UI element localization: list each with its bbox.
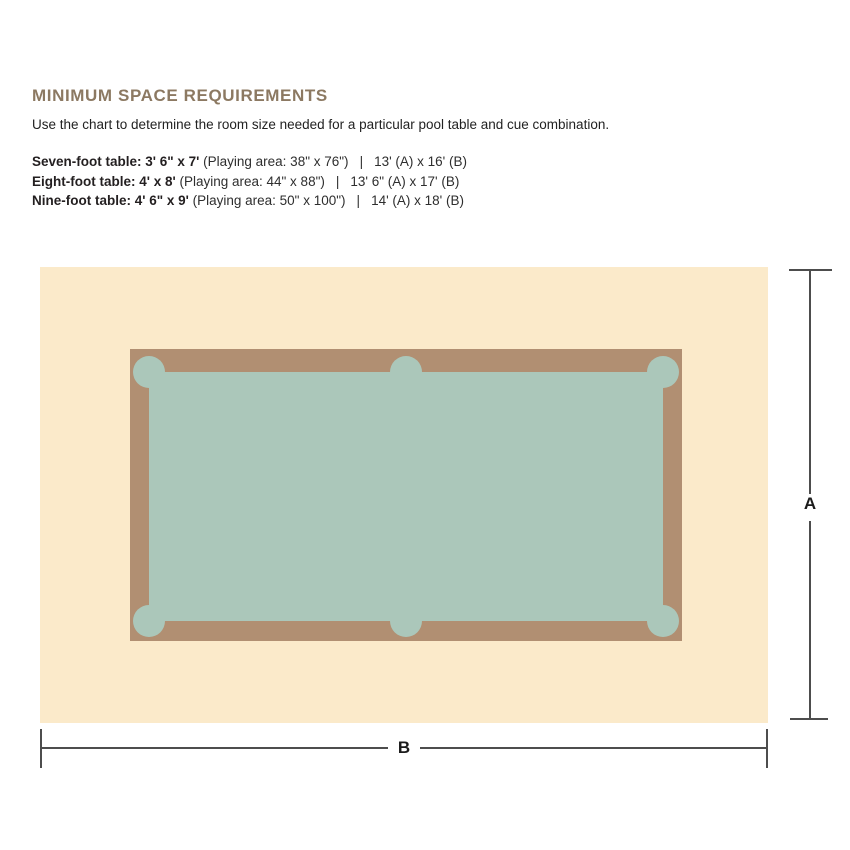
page-title: MINIMUM SPACE REQUIREMENTS (32, 86, 328, 105)
table-size-text: Nine-foot table: 4' 6" x 9' (32, 193, 189, 208)
spec-list (32, 152, 467, 211)
playing-surface (149, 372, 663, 621)
width-dim-line-left (40, 747, 388, 749)
playing-area-text: (Playing area: 44" x 88") (179, 173, 325, 189)
width-dim-right-tick (766, 729, 768, 768)
playing-area-text: (Playing area: 38" x 76") (203, 154, 349, 169)
separator: | (335, 173, 340, 189)
room-size-text: 13' 6" (A) x 17' (B) (350, 173, 460, 189)
width-dimension-label: B (397, 738, 411, 757)
spec-row-seven-foot (32, 152, 467, 172)
table-size-text: Seven-foot table: 3' 6" x 7' (32, 154, 200, 169)
height-dim-line-upper (809, 269, 811, 494)
height-dimension-label: A (803, 494, 817, 513)
spec-row-eight-foot (32, 172, 467, 192)
height-dim-bottom-tick (790, 718, 828, 720)
separator: | (356, 193, 361, 208)
playing-area-text: (Playing area: 50" x 100") (192, 193, 346, 208)
room-size-text: 13' (A) x 16' (B) (374, 154, 468, 169)
spec-row-nine-foot (32, 191, 467, 211)
height-dim-line-lower (809, 521, 811, 720)
room-size-text: 14' (A) x 18' (B) (371, 193, 464, 208)
table-size-text: Eight-foot table: 4' x 8' (32, 173, 176, 189)
page-subtitle: Use the chart to determine the room size needed for a particular pool table and cue combination. (32, 117, 610, 132)
width-dim-line-right (420, 747, 768, 749)
separator: | (359, 154, 364, 169)
